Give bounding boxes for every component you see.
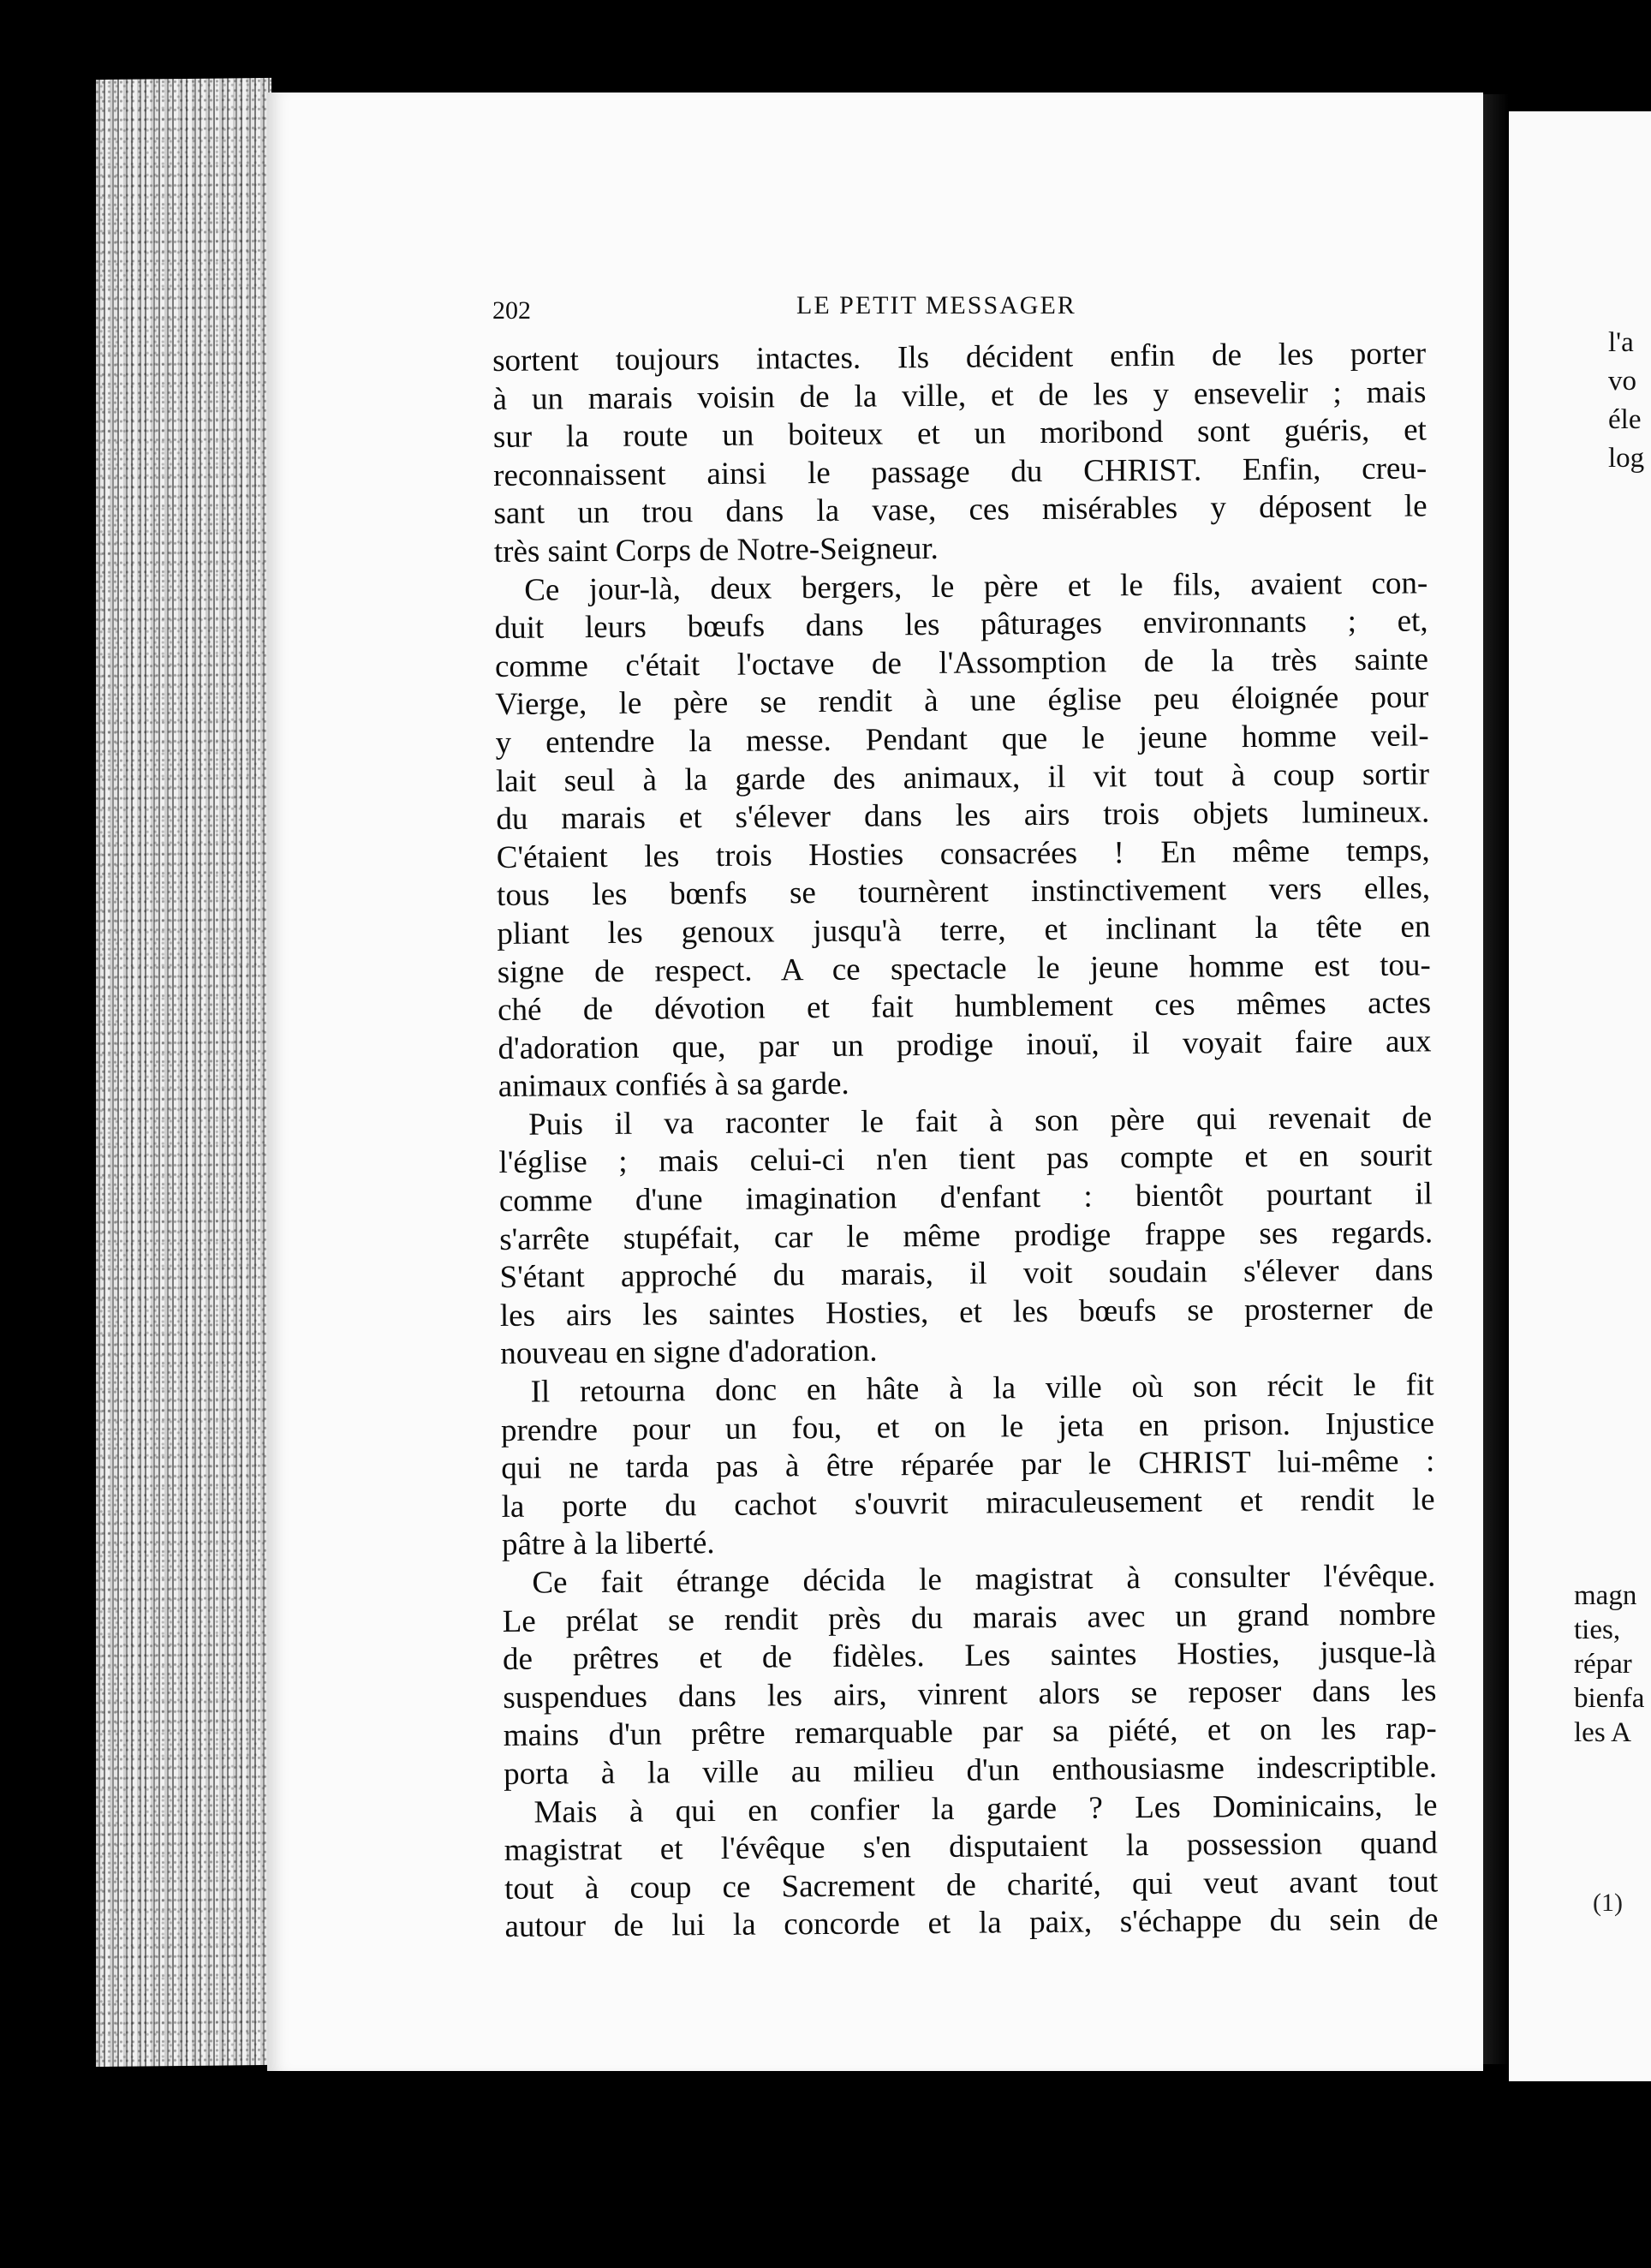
text-line: Ce fait étrange décida le magistrat à consulter l'évêque.: [532, 1558, 1436, 1601]
text-line: comme d'une imagination d'enfant : bientôt pourtant il: [498, 1176, 1433, 1220]
text-line: de prêtres et de fidèles. Les saintes Hosties, jusque-là: [502, 1634, 1437, 1678]
text-line: duit leurs bœufs dans les pâturages environnants ; et,: [494, 603, 1428, 647]
text-line: pâtre à la liberté.: [501, 1525, 715, 1563]
text-line: nouveau en signe d'adoration.: [500, 1333, 878, 1372]
text-line: mains d'un prêtre remarquable par sa piété, et on les rap-: [503, 1710, 1437, 1754]
text-line: Le prélat se rendit près du marais avec un grand nombre: [502, 1596, 1436, 1639]
running-head: [492, 291, 1426, 325]
text-line: signe de respect. A ce spectacle le jeune homme est tou-: [497, 946, 1431, 990]
text-line: d'adoration que, par un prodige inouï, il voyait faire aux: [498, 1024, 1432, 1066]
text-line: comme c'était l'octave de l'Assomption de la très sainte: [494, 642, 1429, 684]
facing-text-line: les A: [1574, 1717, 1631, 1748]
facing-text-line: bienfa: [1574, 1683, 1645, 1714]
facing-text-line: ties,: [1574, 1614, 1621, 1645]
text-line: qui ne tarda pas à être réparée par le CHRIST lui-même :: [501, 1443, 1435, 1487]
text-line: pliant les genoux jusqu'à terre, et inclinant la tête en: [497, 909, 1431, 952]
text-line: Mais à qui en confier la garde ? Les Dominicains, le: [533, 1787, 1438, 1830]
text-line: prendre pour un fou, et on le jeta en prison. Injustice: [500, 1406, 1435, 1448]
text-line: S'étant approché du marais, il voit soudain s'élever dans: [499, 1252, 1433, 1296]
text-line: y entendre la messe. Pendant que le jeune homme veil-: [495, 718, 1429, 761]
text-line: porta à la ville au milieu d'un enthousiasme indescriptible.: [503, 1749, 1438, 1792]
text-line: sortent toujours intactes. Ils décident enfin de les porter: [492, 336, 1427, 379]
text-line: Puis il va raconter le fait à son père qui revenait de: [528, 1100, 1433, 1143]
text-line: sur la route un boiteux et un moribond sont guéris, et: [492, 412, 1427, 456]
text-line: magistrat et l'évêque s'en disputaient la possession quand: [504, 1825, 1438, 1869]
facing-text-line: log: [1608, 443, 1645, 474]
text-line: suspendues dans les airs, vinrent alors se reposer dans les: [503, 1673, 1437, 1716]
text-line: tous les bœnfs se tournèrent instinctivement vers elles,: [496, 870, 1431, 914]
text-line: animaux confiés à sa garde.: [498, 1066, 849, 1105]
text-line: ché de dévotion et fait humblement ces mêmes actes: [497, 985, 1432, 1029]
facing-text-line: l'a: [1608, 327, 1634, 358]
body-text: [492, 335, 1439, 1946]
text-line: C'étaient les trois Hosties consacrées ! En même temps,: [496, 833, 1430, 875]
page-number: 202: [492, 296, 531, 325]
text-line: très saint Corps de Notre-Seigneur.: [493, 530, 939, 570]
text-line: sant un trou dans la vase, ces misérables y déposent le: [493, 488, 1427, 532]
book-gutter: [1483, 94, 1509, 2064]
page-edges: [96, 78, 271, 2067]
text-line: Ce jour-là, deux bergers, le père et le fils, avaient con-: [524, 564, 1428, 608]
facing-text-line: répar: [1574, 1649, 1632, 1680]
text-line: autour de lui la concorde et la paix, s'échappe du sein de: [504, 1901, 1439, 1945]
text-line: les airs les saintes Hosties, et les bœufs se prosterner de: [499, 1291, 1434, 1334]
facing-text-line: magn: [1574, 1580, 1637, 1611]
text-line: à un marais voisin de la ville, et de les y ensevelir ; mais: [492, 374, 1427, 417]
text-line: s'arrête stupéfait, car le même prodige frappe ses regards.: [499, 1215, 1433, 1257]
text-line: tout à coup ce Sacrement de charité, qui veut avant tout: [504, 1864, 1439, 1907]
text-line: Il retourna donc en hâte à la ville où son récit le fit: [530, 1367, 1434, 1410]
facing-page-footnote: (1): [1593, 1889, 1623, 1917]
facing-text-line: vo: [1608, 366, 1636, 397]
text-line: Vierge, le père se rendit à une église peu éloignée pour: [495, 679, 1429, 723]
text-line: la porte du cachot s'ouvrit miraculeusement et rendit le: [501, 1482, 1435, 1525]
text-line: reconnaissent ainsi le passage du CHRIST. Enfin, creu-: [493, 451, 1427, 493]
text-line: lait seul à la garde des animaux, il vit tout à coup sortir: [495, 755, 1430, 799]
running-title: LE PETIT MESSAGER: [796, 291, 1076, 319]
text-line: l'église ; mais celui-ci n'en tient pas compte et en sourit: [498, 1137, 1433, 1181]
facing-text-line: éle: [1608, 404, 1642, 435]
text-line: du marais et s'élever dans les airs trois objets lumineux.: [496, 794, 1430, 838]
